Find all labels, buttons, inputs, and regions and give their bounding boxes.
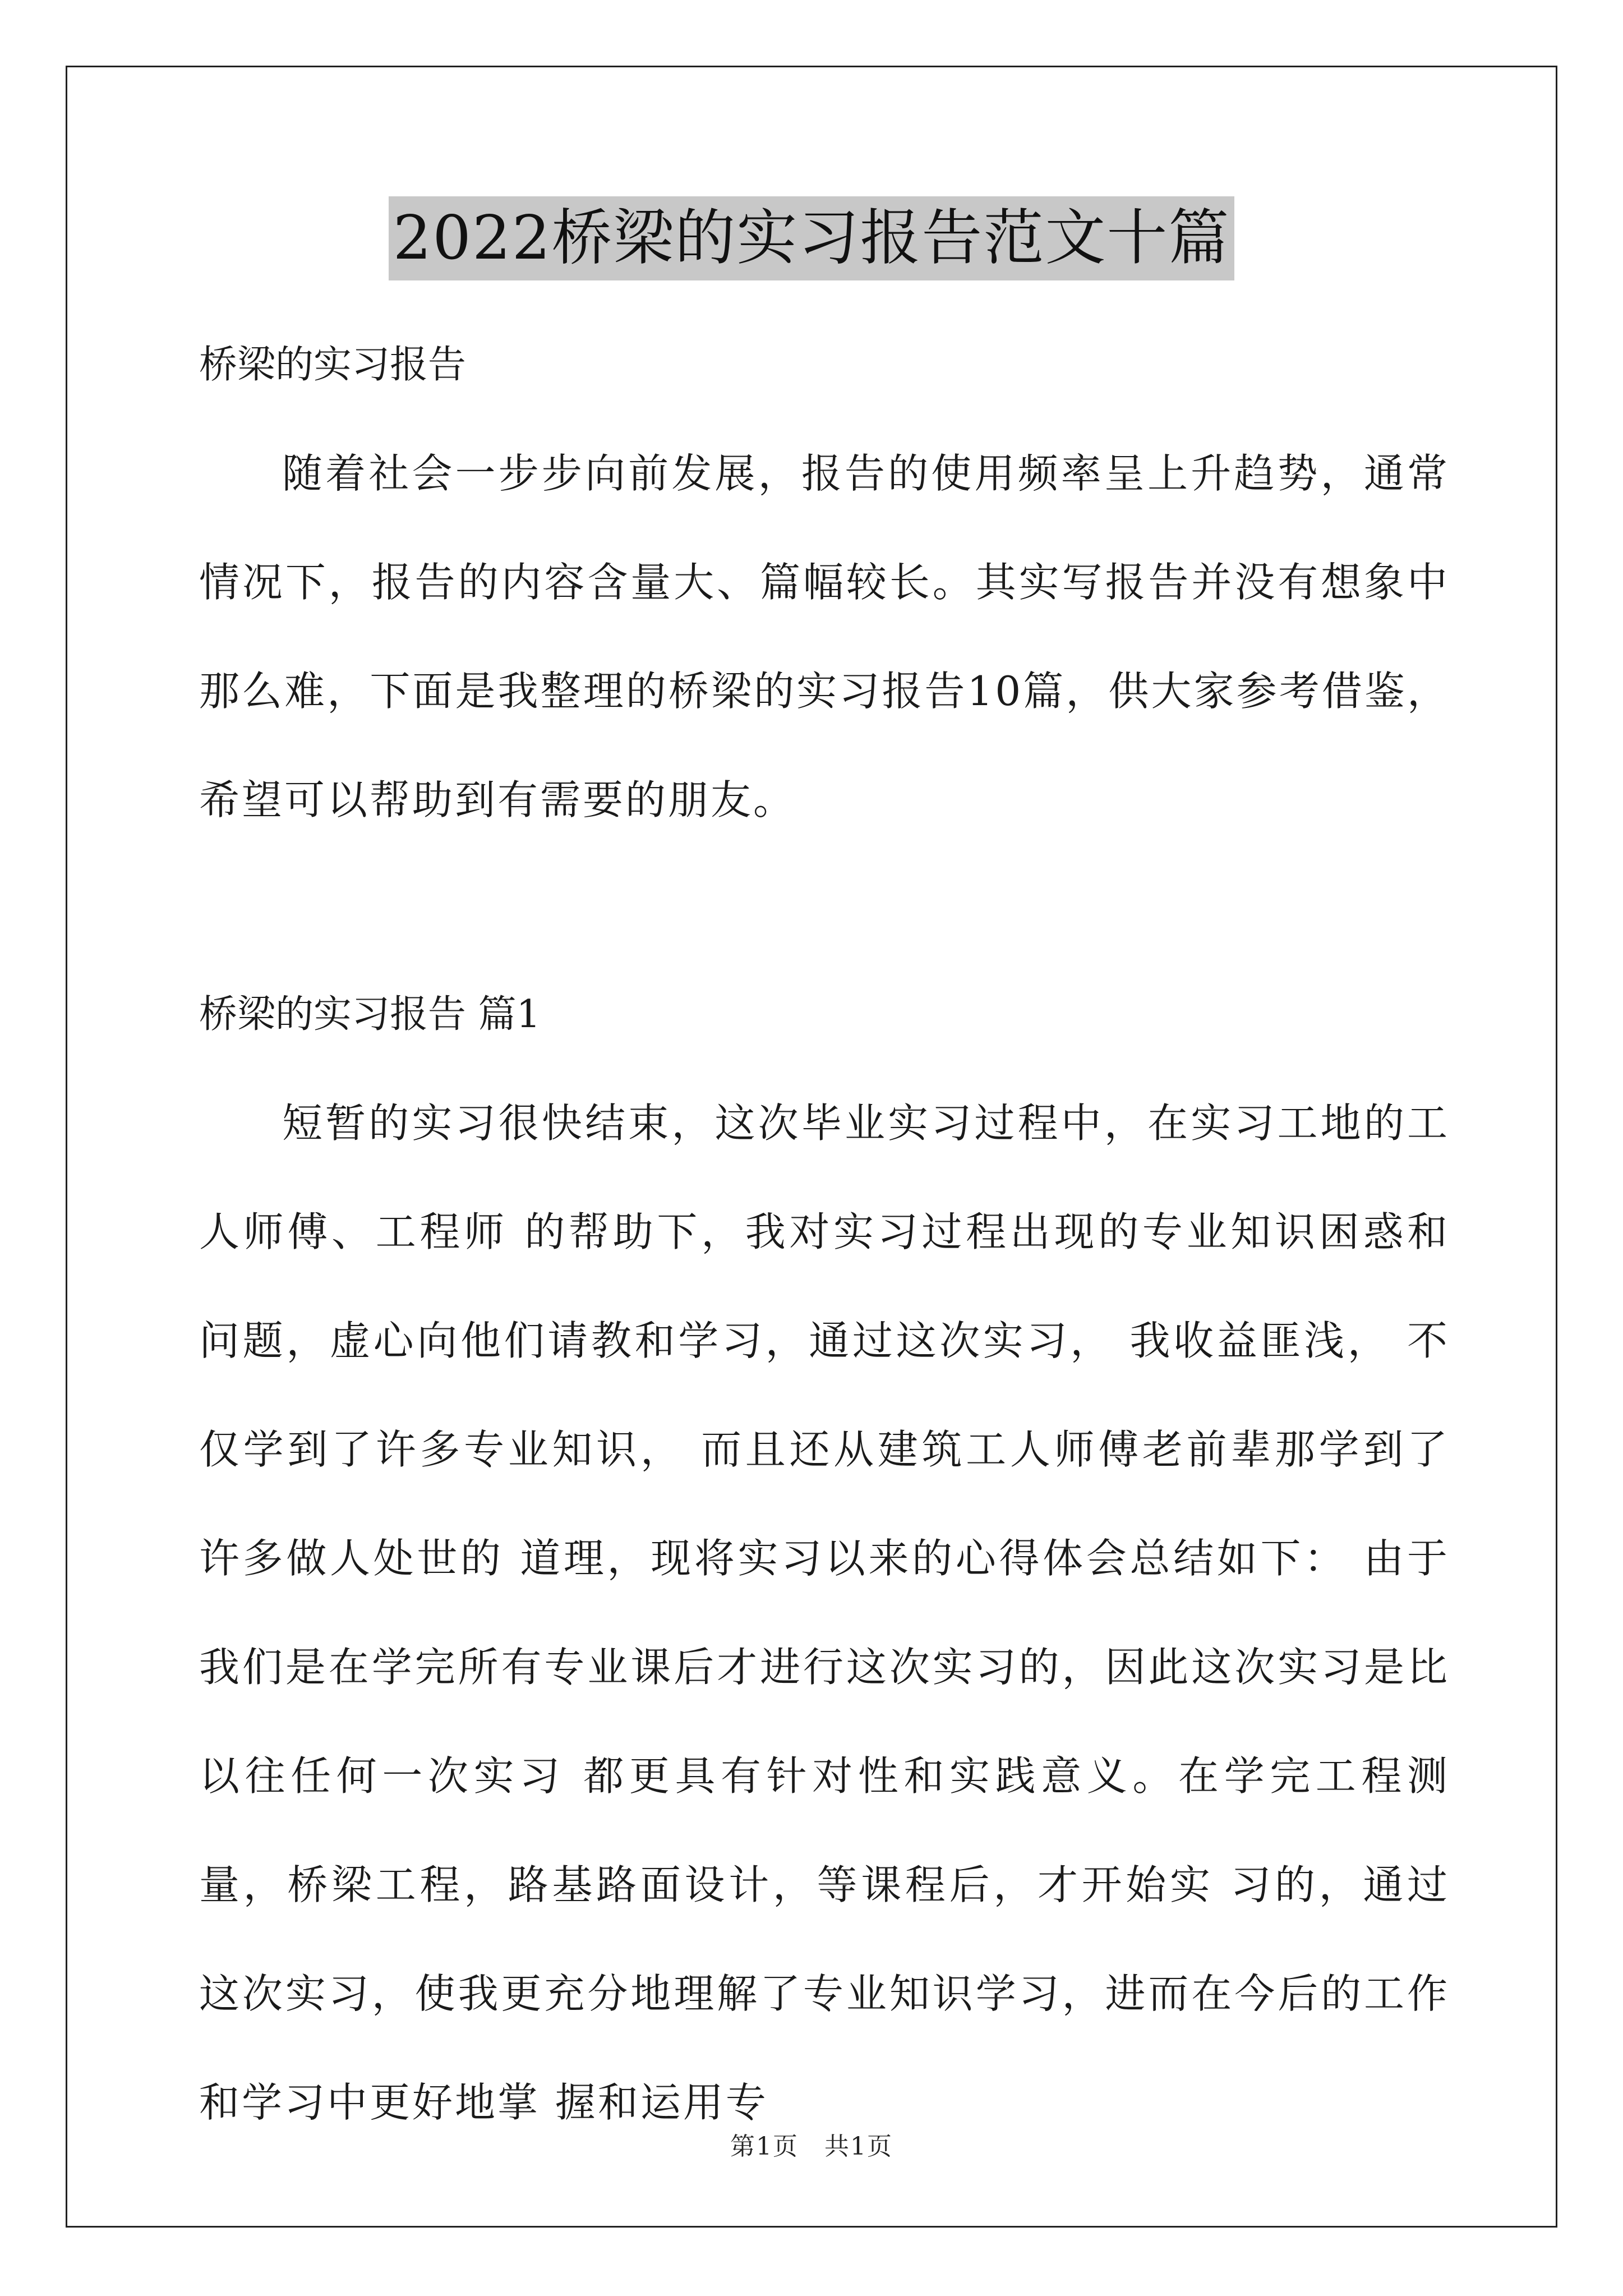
document-title: 2022桥梁的实习报告范文十篇 xyxy=(389,196,1235,280)
page-footer: 第1页 共1页 xyxy=(730,2132,893,2161)
document-body xyxy=(199,311,1450,2157)
section-spacer xyxy=(199,854,1450,961)
section-1-heading: 桥梁的实习报告 篇1 xyxy=(199,992,541,1037)
intro-heading: 桥梁的实习报告 xyxy=(199,343,467,387)
intro-paragraph: 随着社会一步步向前发展，报告的使用频率呈上升趋势，通常情况下，报告的内容含量大、篇幅较长。其实写报告并没有想象中那么难，下面是我整理的桥梁的实习报告10篇，供大家参考借鉴，希望可以帮助到有需要的朋友。 xyxy=(199,450,1450,823)
section-1-paragraph: 短暂的实习很快结束，这次毕业实习过程中，在实习工地的工人师傅、工程师 的帮助下，我对实习过程出现的专业知识困惑和问题，虚心向他们请教和学习，通过这次实习， 我收益匪浅， 不仅学到了许多专业知识， 而且还从建筑工人师傅老前辈那学到了许多做人处世的 道理，现将实习以来的心得体会总结如下： 由于我们是在学完所有专业课后才进行这次实习的，因此这次实习是比以往任何一次实习 都更具有针对性和实践意义。在学完工程测量，桥梁工程，路基路面设计，等课程后，才开始实 习的，通过这次实习，使我更充分地理解了专业知识学习，进而在今后的工作和学习中更好地掌 握和运用专 xyxy=(199,1099,1450,2126)
title-container xyxy=(0,196,1623,280)
